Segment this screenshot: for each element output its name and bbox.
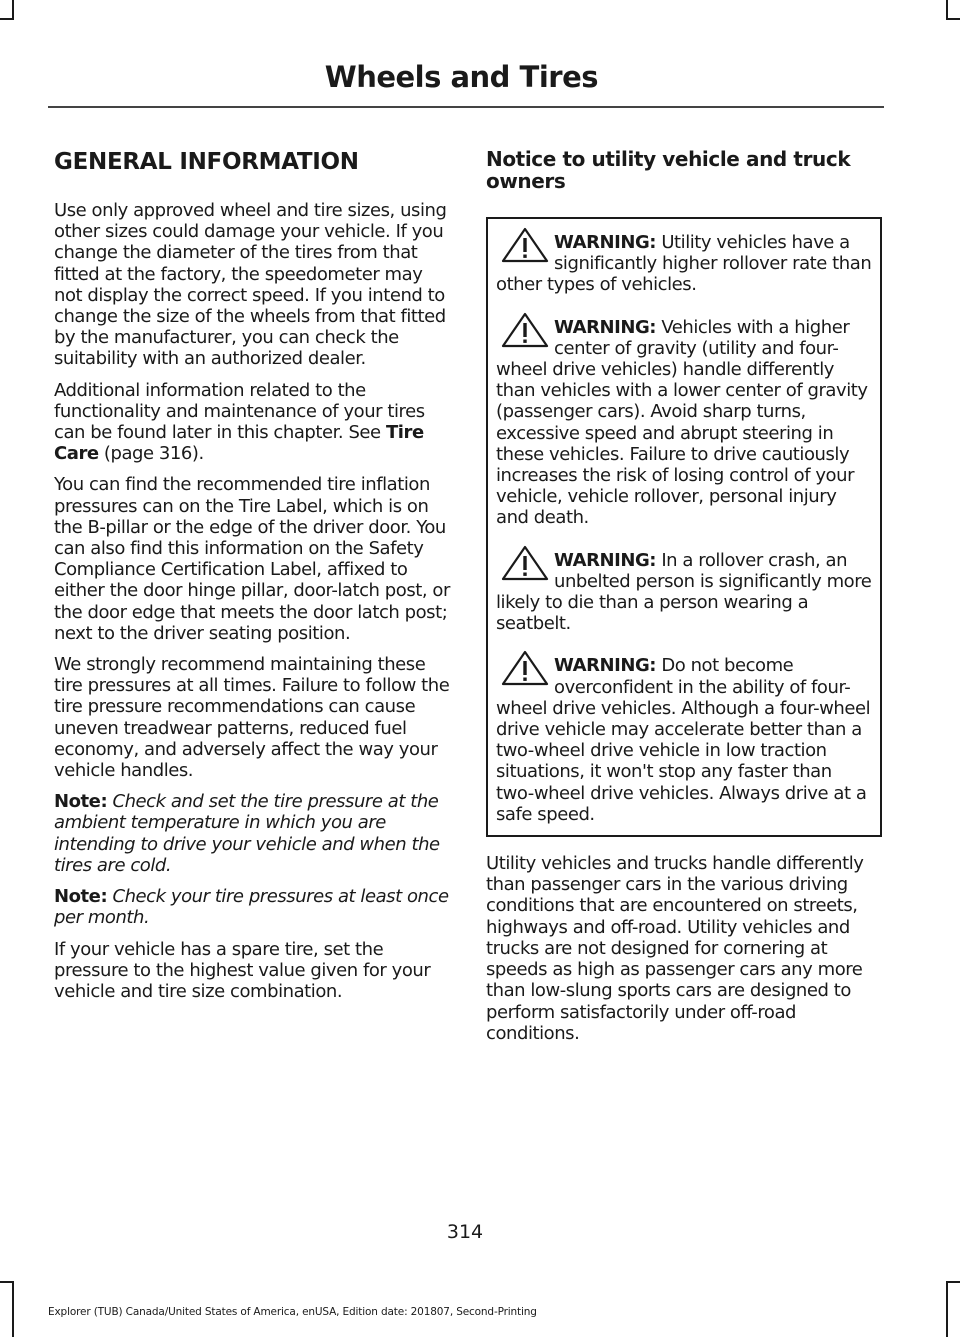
edition-info: Explorer (TUB) Canada/United States of America, enUSA, Edition date: 201807, Second-Printing — [48, 1306, 537, 1318]
page-reference: (page 316). — [98, 443, 204, 465]
crop-mark-bottom-right — [946, 1281, 960, 1283]
warning-text: Do not become overconfident in the ability of four-wheel drive vehicles. Although a four-wheel drive vehicle may accelerate better than a two-wheel drive vehicle in low traction situations, it won't stop any faster than two-wheel drive vehicles. Always drive at a safe speed. — [496, 655, 871, 825]
warning-triangle-icon — [500, 544, 550, 582]
note-text: Check and set the tire pressure at the ambient temperature in which you are intending to drive your vehicle and when the tires are cold. — [54, 791, 440, 876]
note — [54, 886, 450, 928]
warning-item — [496, 314, 874, 529]
crop-mark-top-right — [946, 0, 948, 20]
crop-mark-top-left — [0, 18, 14, 20]
crop-mark-bottom-left — [12, 1281, 14, 1337]
crop-mark-bottom-left — [0, 1281, 14, 1283]
note-text: Check your tire pressures at least once per month. — [54, 886, 449, 929]
warning-text: In a rollover crash, an unbelted person is significantly more likely to die than a person wearing a seatbelt. — [496, 549, 872, 635]
paragraph: Utility vehicles and trucks handle differently than passenger cars in the various driving conditions that are encountered on streets, highways and off-road. Utility vehicles and trucks are not designed for cornering at speeds as high as passenger cars any more than low-slung sports cars are designed to perform satisfactorily under off-road conditions. — [486, 853, 864, 1044]
warning-triangle-icon — [500, 649, 550, 687]
note-label: Note: — [54, 791, 108, 813]
warning-label: WARNING: — [554, 316, 657, 338]
warning-text: Vehicles with a higher center of gravity (utility and four-wheel drive vehicles) handle differently than vehicles with a lower center of gravity (passenger cars). Avoid sharp turns, excessive speed and abrupt steering in these vehicles. Failure to drive cautiously increases the risk of losing control of your vehicle, vehicle rollover, personal injury and death. — [496, 316, 868, 529]
header-rule — [48, 106, 884, 108]
warning-triangle-icon — [500, 226, 550, 264]
warning-label: WARNING: — [554, 232, 657, 253]
warning-item — [496, 652, 874, 825]
warning-item — [496, 547, 874, 635]
crop-mark-top-left — [12, 0, 14, 20]
right-column — [486, 148, 882, 1054]
tire-care-link[interactable]: Tire Care — [54, 422, 424, 465]
paragraph-text: Additional information related to the functionality and maintenance of your tires can be found later in this chapter. See — [54, 379, 425, 444]
left-column — [54, 148, 450, 1012]
warning-triangle-icon — [500, 311, 550, 349]
paragraph: Use only approved wheel and tire sizes, using other sizes could damage your vehicle. If you change the diameter of the tires from that fitted at the factory, the speedometer may not display the correct speed. If you intend to change the size of the wheels from that fitted by the manufacturer, you can check the suitability with an authorized dealer. — [54, 200, 447, 370]
paragraph-with-link — [54, 380, 450, 465]
crop-mark-top-right — [946, 18, 960, 20]
warning-label: WARNING: — [554, 655, 657, 677]
note-label: Note: — [54, 886, 108, 908]
warning-item — [496, 229, 874, 296]
paragraph: We strongly recommend maintaining these tire pressures at all times. Failure to follow the tire pressure recommendations can cause uneven treadwear patterns, reduced fuel economy, and adversely affect the way your vehicle handles. — [54, 654, 450, 782]
warning-text: Utility vehicles have a significantly higher rollover rate than other types of vehicles. — [496, 232, 872, 296]
page-number: 314 — [446, 1221, 484, 1243]
page-header-title: Wheels and Tires — [324, 60, 598, 94]
section-heading-utility-vehicle-notice: Notice to utility vehicle and truck owners — [486, 147, 851, 193]
crop-mark-bottom-right — [946, 1281, 948, 1337]
warning-box — [486, 217, 882, 837]
note — [54, 791, 450, 876]
section-heading-general-information: GENERAL INFORMATION — [54, 149, 359, 175]
paragraph: If your vehicle has a spare tire, set the pressure to the highest value given for your vehicle and tire size combination. — [54, 938, 431, 1002]
paragraph: You can find the recommended tire inflation pressures can on the Tire Label, which is on the B-pillar or the edge of the driver door. You can also find this information on the Safety Compliance Certification Label, affixed to either the door hinge pillar, door-latch post, or the door edge that meets the door latch post; next to the driver seating position. — [54, 474, 450, 644]
warning-label: WARNING: — [554, 549, 657, 571]
